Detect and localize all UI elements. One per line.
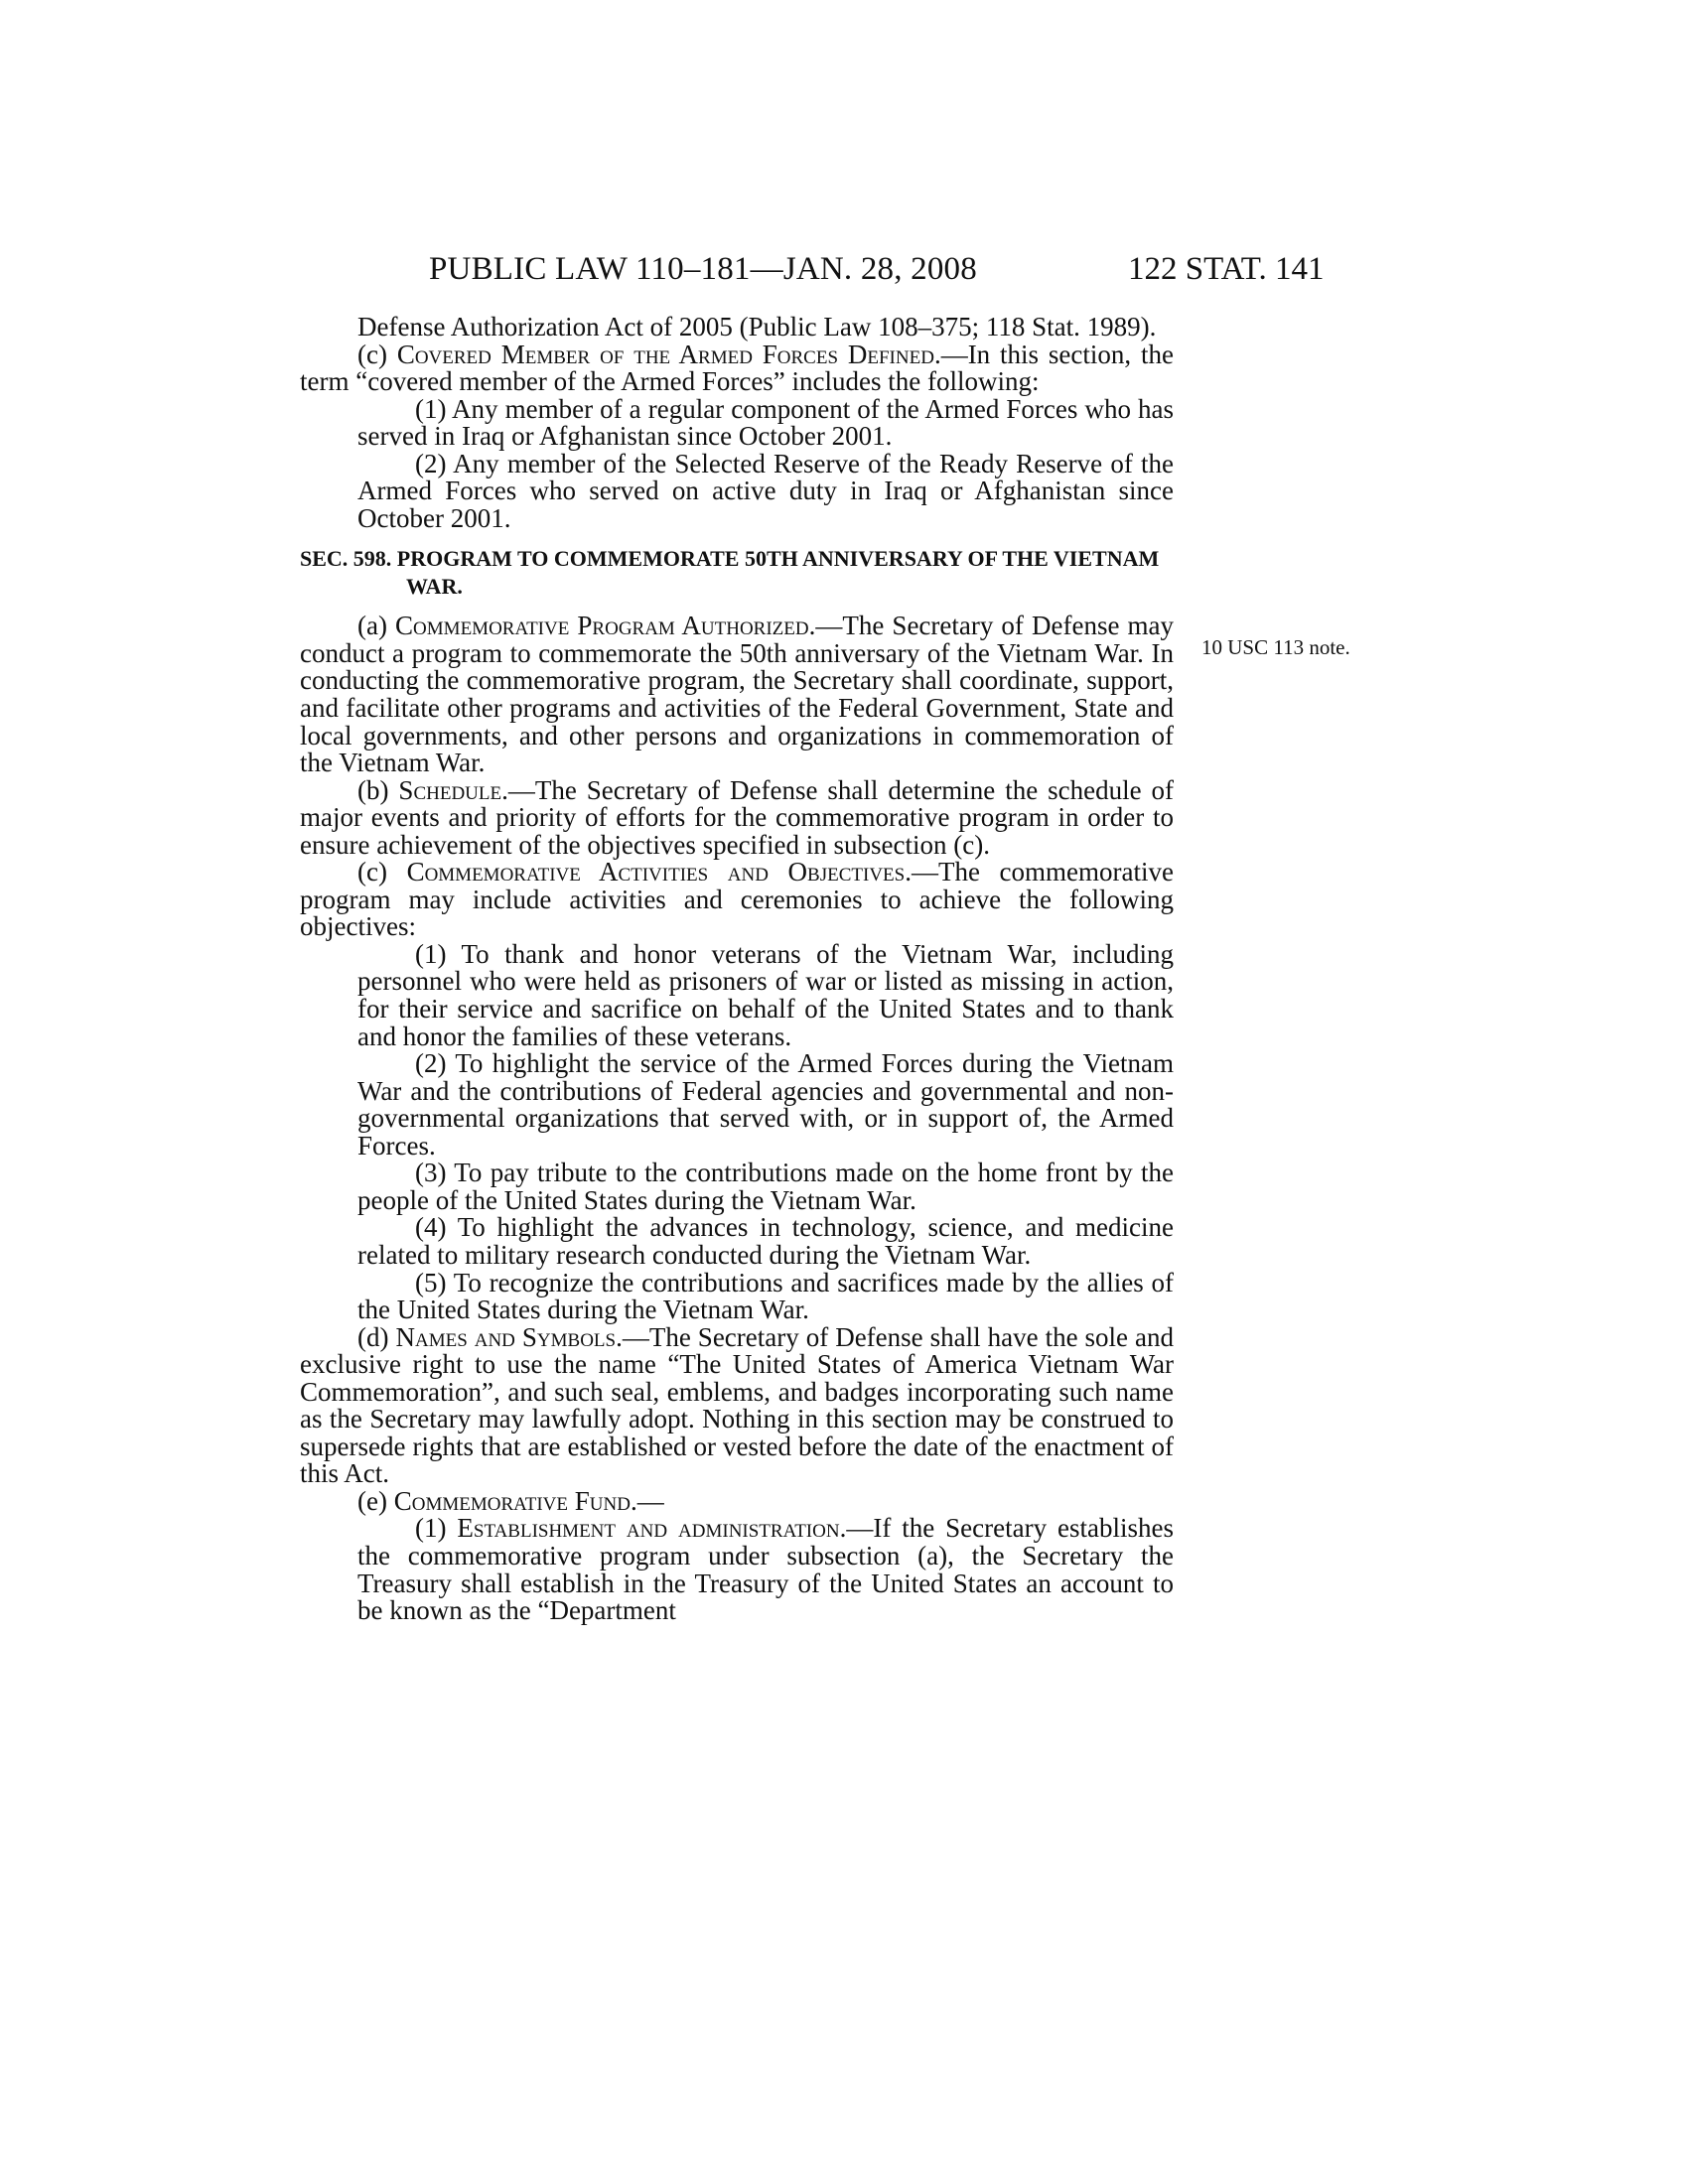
statute-body [300,314,1174,1625]
carryover-text: Defense Authorization Act of 2005 (Public Law 108–375; 118 Stat. 1989). [357,312,1157,341]
subsection-c: (c) Commemorative Activities and Objectives.—The commemorative program may include activities and ceremonies to achieve the following objectives: [300,857,1174,942]
objective-item-2: (2) To highlight the service of the Armed Forces during the Vietnam War and the contributions of Federal agencies and governmental and non-governmental organizations that served with, or in support of, the Armed Forces. [357,1048,1174,1160]
subsection-heading: Names and Symbols [395,1321,617,1352]
subsection-a: (a) Commemorative Program Authorized.—The Secretary of Defense may conduct a program to commemorate the 50th anniversary of the Vietnam War. In conducting the commemorative program, the Secretary shall coordinate, support, and facilitate other programs and activities of the Federal Government, State and local governments, and other persons and organizations in commemoration of the Vietnam War. [300,611,1175,778]
subsection-heading: Schedule [398,774,502,805]
paragraph-heading: Establishment and administration [457,1513,840,1544]
objective-item-4: (4) To highlight the advances in technology, science, and medicine related to military research conducted during the Vietnam War. [357,1212,1174,1270]
subsection-e: (e) Commemorative Fund.— [357,1485,664,1516]
running-header-title: PUBLIC LAW 110–181—JAN. 28, 2008 [429,251,977,287]
covered-member-item-2: (2) Any member of the Selected Reserve of the Ready Reserve of the Armed Forces who served on active duty in Iraq or Afghanistan since October 2001. [357,448,1174,533]
page-stat-number: 122 STAT. 141 [1128,251,1325,287]
margin-note-citation: 10 USC 113 note. [1201,635,1350,659]
section-heading: SEC. 598. PROGRAM TO COMMEMORATE 50TH ANNIVERSARY OF THE VIETNAM WAR. [300,546,1160,599]
objective-item-3: (3) To pay tribute to the contributions made on the home front by the people of the United States during the Vietnam War. [357,1158,1174,1215]
objective-item-5: (5) To recognize the contributions and sacrifices made by the allies of the United States during the Vietnam War. [357,1267,1174,1325]
subsection-heading: Commemorative Program Authorized [395,611,809,641]
subsection-c-covered-members: (c) Covered Member of the Armed Forces Defined.—In this section, the term “covered member of the Armed Forces” includes the following: [300,339,1174,397]
subsection-heading: Covered Member of the Armed Forces Defined [396,339,934,369]
subsection-heading: Commemorative Activities and Objectives [406,857,906,887]
objective-item-1: (1) To thank and honor veterans of the Vietnam War, including personnel who were held as prisoners of war or listed as missing in action, for their service and sacrifice on behalf of the United States and to thank and honor the families of these veterans. [357,938,1174,1051]
subsection-e-paragraph-1: (1) Establishment and administration.—If the Secretary establishes the commemorative program under subsection (a), the Secretary the Treasury shall establish in the Treasury of the United States an account to be known as the “Department [357,1513,1174,1626]
subsection-d: (d) Names and Symbols.—The Secretary of Defense shall have the sole and exclusive right to use the name “The United States of America Vietnam War Commemoration”, and such seal, emblems, and badges incorporating such name as the Secretary may lawfully adopt. Nothing in this section may be construed to supersede rights that are established or vested before the date of the enactment of this Act. [300,1321,1174,1489]
covered-member-item-1: (1) Any member of a regular component of the Armed Forces who has served in Iraq or Afghanistan since October 2001. [357,393,1174,452]
subsection-b: (b) Schedule.—The Secretary of Defense shall determine the schedule of major events and priority of efforts for the commemorative program in order to ensure achievement of the objectives specified in subsection (c). [300,774,1175,860]
subsection-heading: Commemorative Fund [393,1485,631,1516]
